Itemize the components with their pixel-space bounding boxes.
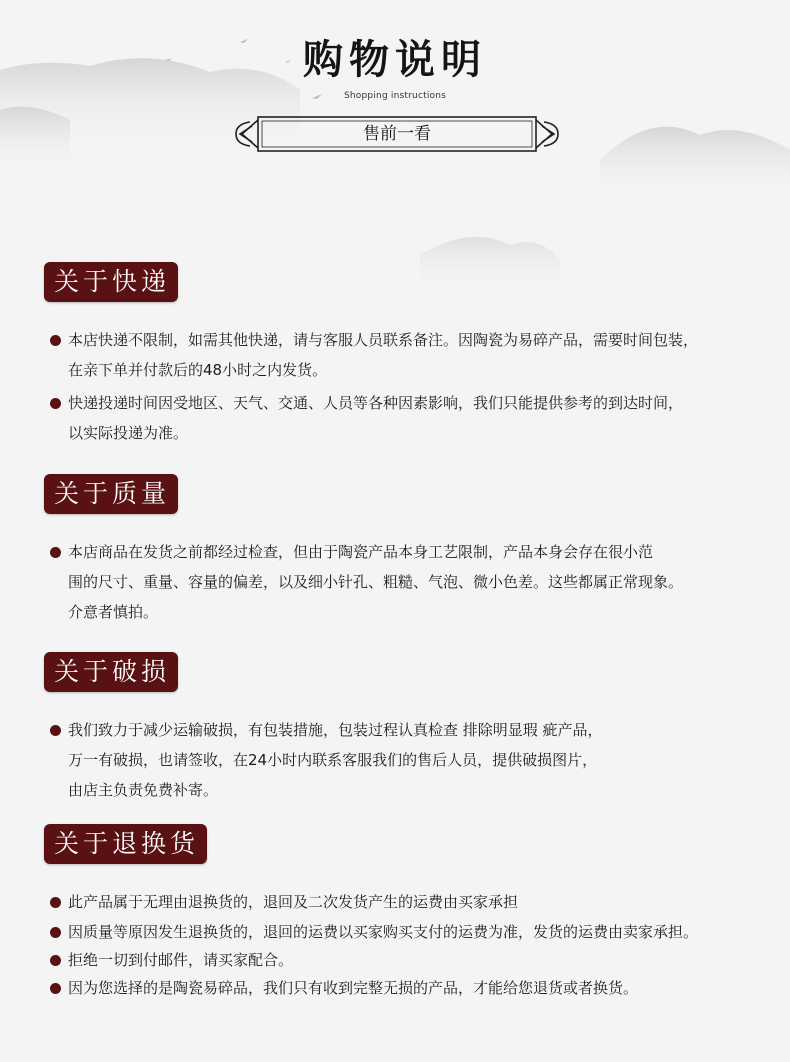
text-line: 此产品属于无理由退换货的，退回及二次发货产生的运费由买家承担 <box>68 893 519 911</box>
bullet-dot <box>50 725 61 736</box>
bullet-dot <box>50 955 61 966</box>
text-line: 快递投递时间因受地区、天气、交通、人员等各种因素影响，我们只能提供参考的到达时间， <box>68 394 684 412</box>
text-line: 因质量等原因发生退换货的，退回的运费以买家购买支付的运费为准，发货的运费由卖家承担。 <box>68 923 699 941</box>
bullet-dot <box>50 983 61 994</box>
text-line: 本店商品在发货之前都经过检查，但由于陶瓷产品本身工艺限制，产品本身会存在很小范 <box>68 543 654 561</box>
bullet-dot <box>50 927 61 938</box>
bullet-dot <box>50 897 61 908</box>
section-title-shipping: 关于快递 <box>44 262 178 302</box>
text-line: 围的尺寸、重量、容量的偏差，以及细小针孔、粗糙、气泡、微小色差。这些都属正常现象。 <box>68 573 684 591</box>
page-title: 购物说明 <box>303 36 487 83</box>
text-line: 拒绝一切到付邮件，请买家配合。 <box>68 951 294 969</box>
section-title-returns: 关于退换货 <box>44 824 207 864</box>
section-title-quality: 关于质量 <box>44 474 178 514</box>
page-subtitle: Shopping instructions <box>343 91 447 101</box>
text-line: 本店快递不限制，如需其他快递，请与客服人员联系备注。因陶瓷为易碎产品，需要时间包装， <box>68 331 699 349</box>
text-line: 由店主负责免费补寄。 <box>68 781 219 799</box>
text-line: 在亲下单并付款后的48小时之内发货。 <box>68 361 328 379</box>
text-line: 万一有破损，也请签收，在24小时内联系客服我们的售后人员，提供破损图片， <box>68 751 598 769</box>
bullet-dot <box>50 547 61 558</box>
text-line: 以实际投递为准。 <box>68 424 189 442</box>
bullet-dot <box>50 335 61 346</box>
text-line: 因为您选择的是陶瓷易碎品，我们只有收到完整无损的产品，才能给您退货或者换货。 <box>68 979 639 997</box>
banner-label: 售前一看 <box>363 124 431 144</box>
text-line: 我们致力于减少运输破损，有包装措施，包装过程认真检查 排除明显瑕 疵产品， <box>68 721 603 739</box>
text-line: 介意者慎拍。 <box>68 603 159 621</box>
bullet-dot <box>50 398 61 409</box>
section-title-damage: 关于破损 <box>44 652 178 692</box>
